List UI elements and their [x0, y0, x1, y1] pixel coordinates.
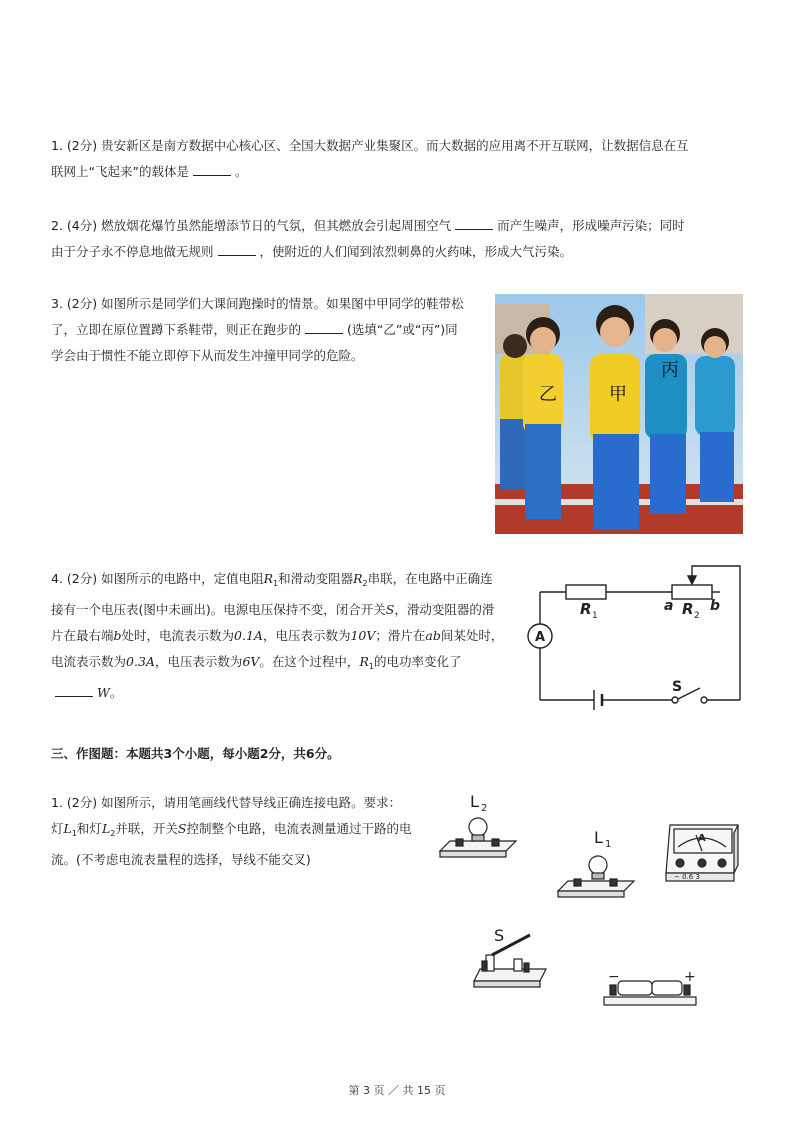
label-bing: 丙: [661, 360, 679, 381]
question-drawing-1-line-1: 1. (2分) 如图所示，请用笔画线代替导线正确连接电路。要求：: [51, 795, 402, 810]
answer-blank[interactable]: [305, 321, 343, 334]
question-4: [51, 566, 503, 706]
question-2: [51, 213, 685, 265]
label-b: b: [710, 598, 721, 614]
label-a: a: [664, 598, 674, 614]
question-4-line-1: 4. (2分) 如图所示的电路中，定值电阻$R_1$和滑动变阻器$R_2$串联，在电路中正确连: [51, 571, 493, 588]
running-students-photo: [495, 294, 743, 534]
question-3-line-2: 了，立即在原位置蹲下系鞋带，则正在跑步的 (选填“乙”或“丙”)同: [51, 322, 458, 337]
question-drawing-1-line-3: 流。(不考虑电流表量程的选择，导线不能交叉): [51, 852, 311, 867]
page-footer: 第 3 页 ／ 共 15 页: [348, 1084, 446, 1097]
question-drawing-1: [51, 790, 411, 873]
lamp-l1: [558, 856, 634, 897]
answer-blank[interactable]: [218, 243, 256, 256]
question-4-line-2: 接有一个电压表(图中未画出)。电源电压保持不变，闭合开关S，滑动变阻器的滑: [51, 602, 495, 617]
label-yi: 乙: [539, 384, 557, 405]
label-jia: 甲: [609, 384, 627, 405]
question-3-line-3: 学会由于惯性不能立即停下从而发生冲撞甲同学的危险。: [51, 348, 364, 363]
label-l2-sub: 2: [481, 803, 488, 814]
question-4-line-4: 电流表示数为0.3A，电压表示数为6V。在这个过程中，$R_1$的电功率变化了: [51, 654, 462, 671]
battery-minus: −: [608, 969, 620, 985]
ammeter-scale: − 0.6 3: [674, 873, 700, 881]
question-drawing-1-line-2: 灯$L_1$和灯$L_2$并联，开关S控制整个电路，电流表测量通过干路的电: [51, 821, 412, 838]
label-r2: R: [682, 600, 694, 618]
question-1: [51, 133, 689, 185]
question-4-line-3: 片在最右端b处时，电流表示数为0.1A，电压表示数为10V；滑片在ab间某处时，: [51, 628, 504, 643]
label-ammeter: A: [535, 630, 546, 645]
question-2-line-1: 2. (4分) 燃放烟花爆竹虽然能增添节日的气氛，但其燃放会引起周围空气 而产生噪声，形成噪声污染；同时: [51, 218, 685, 233]
label-l2: L: [470, 792, 479, 811]
lamp-l2: [440, 818, 516, 857]
question-4-line-5: W。: [51, 680, 503, 706]
question-2-line-2: 由于分子永不停息地做无规则 ，使附近的人们闻到浓烈刺鼻的火药味，形成大气污染。: [51, 244, 573, 259]
ammeter-label: A: [698, 833, 706, 844]
answer-blank[interactable]: [455, 217, 493, 230]
rheostat-r2: [672, 585, 712, 599]
label-r2-sub: 2: [694, 611, 700, 621]
question-1-line-2: 联网上“飞起来”的载体是 。: [51, 164, 248, 179]
switch-device: [474, 935, 546, 987]
label-l1-sub: 1: [605, 839, 612, 850]
label-r1-sub: 1: [592, 611, 598, 621]
question-3-line-1: 3. (2分) 如图所示是同学们大课间跑操时的情景。如果图中甲同学的鞋带松: [51, 296, 464, 311]
component-drawing: [434, 785, 754, 1015]
label-r1: R: [580, 600, 592, 618]
resistor-r1: [566, 585, 606, 599]
section-3-title: 三、作图题：本题共3个小题，每小题2分，共6分。: [51, 746, 340, 761]
question-3: [51, 291, 464, 369]
question-1-line-1: 1. (2分) 贵安新区是南方数据中心核心区、全国大数据产业集聚区。而大数据的应用离不开互联网，让数据信息在互: [51, 138, 689, 153]
answer-blank[interactable]: [193, 163, 231, 176]
label-s: S: [494, 926, 505, 945]
battery-plus: +: [684, 969, 696, 985]
answer-blank[interactable]: [55, 684, 93, 697]
label-switch: S: [672, 679, 683, 695]
label-l1: L: [594, 828, 603, 847]
circuit-diagram: [524, 560, 746, 716]
